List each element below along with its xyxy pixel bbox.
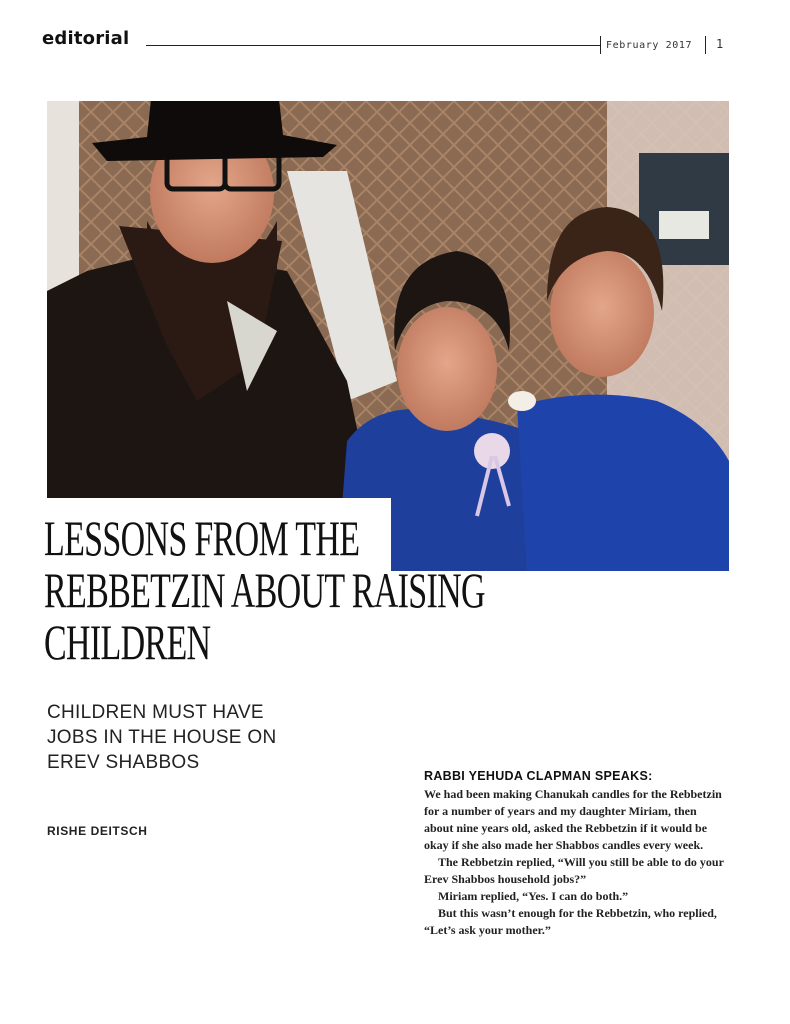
header-divider <box>600 36 601 54</box>
issue-date: February 2017 <box>606 40 693 51</box>
article-headline <box>44 512 561 668</box>
article-subhead: CHILDREN MUST HAVE JOBS IN THE HOUSE ON EREV SHABBOS <box>47 702 277 773</box>
body-paragraph: But this wasn’t enough for the Rebbetzin, who replied, “Let’s ask your mother.” <box>424 906 717 937</box>
header-rule <box>146 45 601 46</box>
headline-line: CHILDREN <box>44 614 211 670</box>
speaker-heading: RABBI YEHUDA CLAPMAN SPEAKS: <box>424 769 653 783</box>
page-number: 1 <box>716 37 724 51</box>
headline-line: REBBETZIN ABOUT RAISING <box>44 562 485 618</box>
header-divider <box>705 36 706 54</box>
headline-line: LESSONS FROM THE <box>44 510 360 566</box>
section-label: editorial <box>42 28 130 49</box>
article-body <box>424 769 726 939</box>
article-byline: RISHE DEITSCH <box>47 824 148 838</box>
body-paragraph: We had been making Chanukah candles for the Rebbetzin for a number of years and my daughter Miriam, then about nine years old, asked the Rebbetzin if it would be okay if she also made her Shabbos candles every week. <box>424 787 722 852</box>
body-paragraph: The Rebbetzin replied, “Will you still be able to do your Erev Shabbos household jobs?” <box>424 855 724 886</box>
body-paragraph: Miriam replied, “Yes. I can do both.” <box>438 889 629 903</box>
